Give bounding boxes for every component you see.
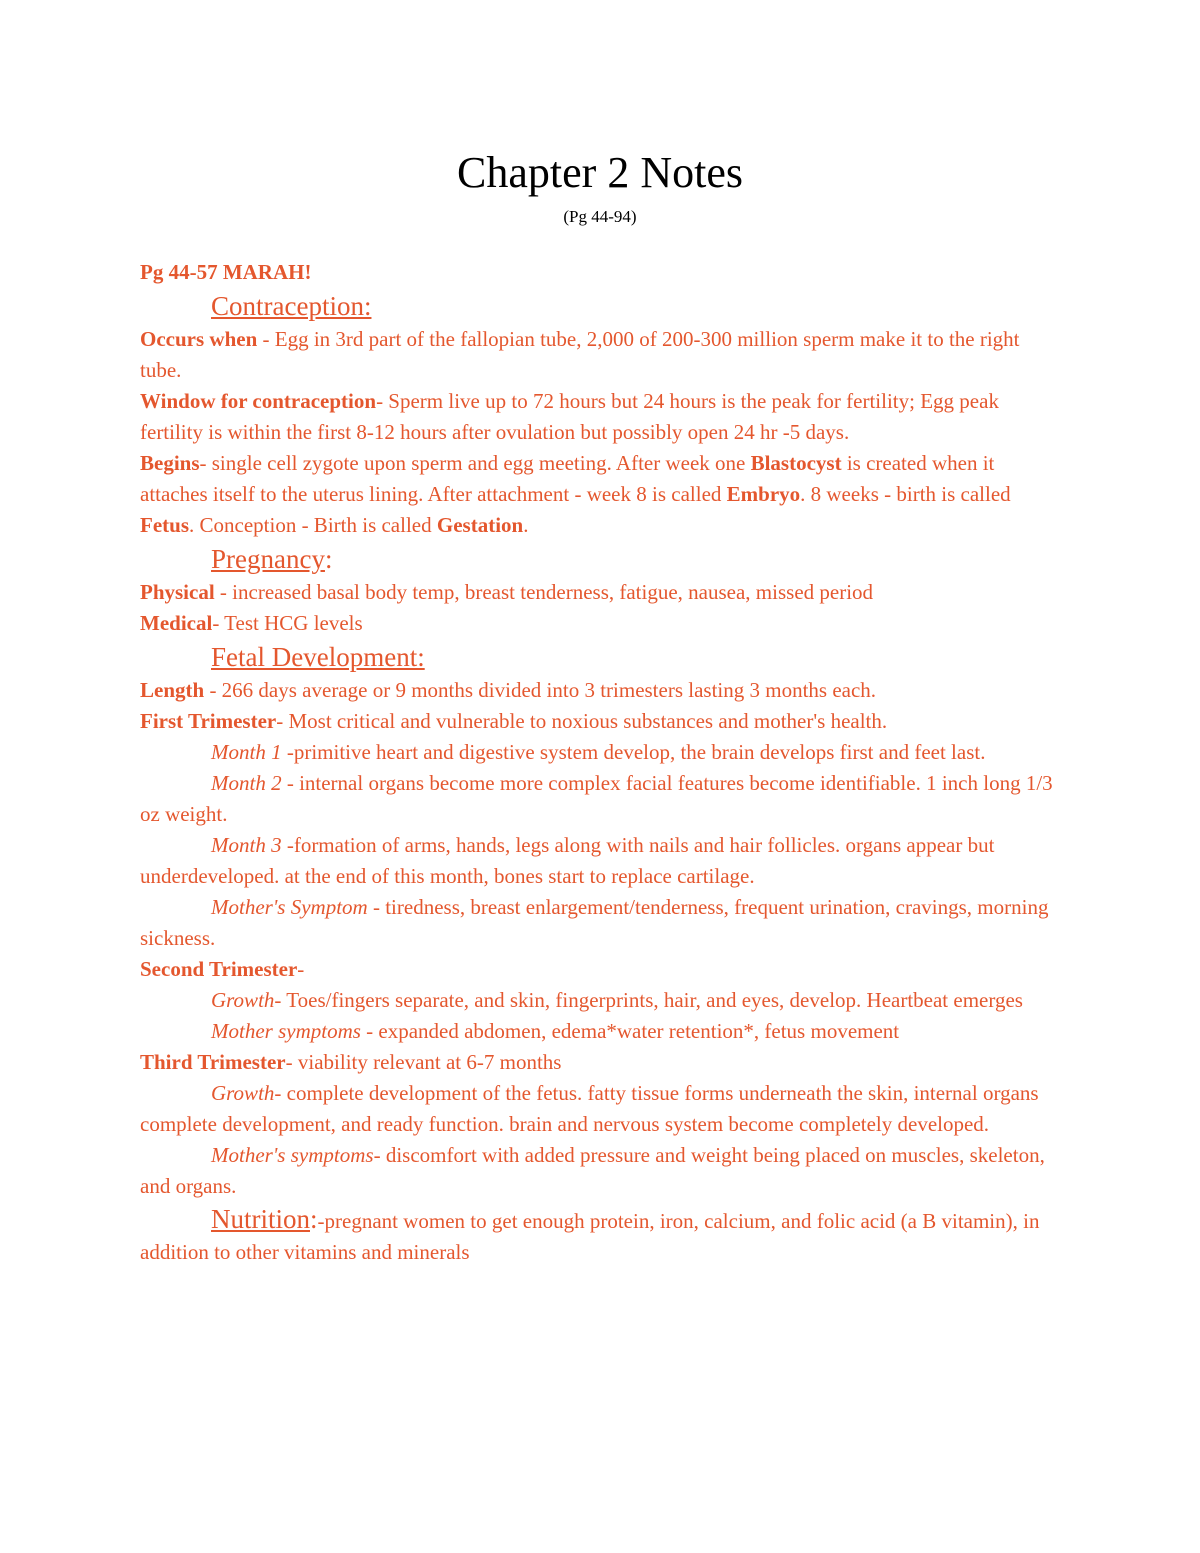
blastocyst-term: Blastocyst (750, 451, 842, 475)
mother-symptom-3-label: Mother's symptoms (211, 1143, 374, 1167)
medical-paragraph (140, 608, 1065, 639)
growth-2-paragraph (140, 985, 1065, 1016)
mother-symptom-2-text: - expanded abdomen, edema*water retention*, fetus movement (360, 1019, 900, 1043)
window-paragraph (140, 386, 1065, 448)
gestation-term: Gestation (436, 513, 524, 537)
growth-2-label: Growth (211, 988, 275, 1012)
growth-3-text: - complete development of the fetus. fatty tissue forms underneath the skin, internal organs complete development, and ready function. brain and nervous system become completely developed. (140, 1081, 1039, 1136)
nutrition-heading: Nutrition (211, 1204, 310, 1234)
mother-symptom-2-paragraph (140, 1016, 1065, 1047)
fetus-term: Fetus (140, 513, 189, 537)
pregnancy-heading: Pregnancy (211, 544, 325, 574)
first-trimester-paragraph (140, 706, 1065, 737)
month3-paragraph (140, 830, 1065, 892)
third-trimester-paragraph (140, 1047, 1065, 1078)
month2-label: Month 2 (211, 771, 282, 795)
begins-text-4: . Conception - Birth is called (189, 513, 437, 537)
nutrition-text: -pregnant women to get enough protein, iron, calcium, and folic acid (a B vitamin), in addition to other vitamins and minerals (140, 1209, 1040, 1264)
fetal-development-heading: Fetal Development: (211, 642, 425, 672)
nutrition-paragraph (140, 1204, 1065, 1268)
notes-body (140, 257, 1065, 1268)
occurs-when-text: - Egg in 3rd part of the fallopian tube, 2,000 of 200-300 million sperm make it to the right tube. (140, 327, 1020, 382)
length-text: - 266 days average or 9 months divided into 3 trimesters lasting 3 months each. (204, 678, 877, 702)
begins-text-3: . 8 weeks - birth is called (800, 482, 1011, 506)
intro-text: Pg 44-57 MARAH! (140, 260, 312, 284)
mother-symptom-3-text: - discomfort with added pressure and weight being placed on muscles, skeleton, and organs. (140, 1143, 1045, 1198)
mother-symptom-1-label: Mother's Symptom (211, 895, 368, 919)
length-paragraph (140, 675, 1065, 706)
intro-line (140, 257, 1065, 288)
begins-text-5: . (523, 513, 529, 537)
month1-paragraph (140, 737, 1065, 768)
pregnancy-heading-colon: : (324, 544, 333, 574)
month3-text: -formation of arms, hands, legs along with nails and hair follicles. organs appear but underdeveloped. at the end of this month, bones start to replace cartilage. (140, 833, 995, 888)
growth-3-label: Growth (211, 1081, 275, 1105)
mother-symptom-2-label: Mother symptoms (211, 1019, 361, 1043)
month1-label: Month 1 (211, 740, 282, 764)
page-title: Chapter 2 Notes (457, 148, 743, 197)
month1-text: -primitive heart and digestive system develop, the brain develops first and feet last. (281, 740, 986, 764)
second-trimester-text: - (297, 957, 305, 981)
begins-paragraph (140, 448, 1065, 541)
month2-paragraph (140, 768, 1065, 830)
mother-symptom-1-paragraph (140, 892, 1065, 954)
third-trimester-label: Third Trimester (140, 1050, 286, 1074)
physical-text: - increased basal body temp, breast tenderness, fatigue, nausea, missed period (214, 580, 874, 604)
first-trimester-label: First Trimester (140, 709, 277, 733)
embryo-term: Embryo (726, 482, 801, 506)
third-trimester-text: - viability relevant at 6-7 months (285, 1050, 562, 1074)
begins-label: Begins (140, 451, 200, 475)
physical-label: Physical (140, 580, 215, 604)
occurs-when-paragraph (140, 324, 1065, 386)
mother-symptom-3-paragraph (140, 1140, 1065, 1202)
growth-2-text: - Toes/fingers separate, and skin, fingerprints, hair, and eyes, develop. Heartbeat emerges (274, 988, 1023, 1012)
occurs-when-label: Occurs when (140, 327, 258, 351)
month3-label: Month 3 (211, 833, 282, 857)
begins-text-2: is created when it attaches itself to the uterus lining. After attachment - week 8 is called (140, 451, 995, 506)
second-trimester-label: Second Trimester (140, 957, 298, 981)
contraception-heading: Contraception: (211, 291, 372, 321)
length-label: Length (140, 678, 205, 702)
month2-text: - internal organs become more complex facial features become identifiable. 1 inch long 1/3 oz weight. (140, 771, 1053, 826)
mother-symptom-1-text: - tiredness, breast enlargement/tenderness, frequent urination, cravings, morning sickness. (140, 895, 1049, 950)
medical-text: - Test HCG levels (212, 611, 363, 635)
nutrition-heading-colon: : (310, 1204, 318, 1234)
physical-paragraph (140, 577, 1065, 608)
second-trimester-paragraph (140, 954, 1065, 985)
first-trimester-text: - Most critical and vulnerable to noxious substances and mother's health. (276, 709, 888, 733)
pregnancy-heading-line (140, 541, 1065, 577)
page-subtitle: (Pg 44-94) (563, 207, 637, 226)
window-text: - Sperm live up to 72 hours but 24 hours is the peak for fertility; Egg peak fertility is within the first 8-12 hours after ovulation but possibly open 24 hr -5 days. (140, 389, 999, 444)
medical-label: Medical (140, 611, 213, 635)
begins-text-1: - single cell zygote upon sperm and egg meeting. After week one (199, 451, 751, 475)
growth-3-paragraph (140, 1078, 1065, 1140)
window-label: Window for contraception (140, 389, 377, 413)
